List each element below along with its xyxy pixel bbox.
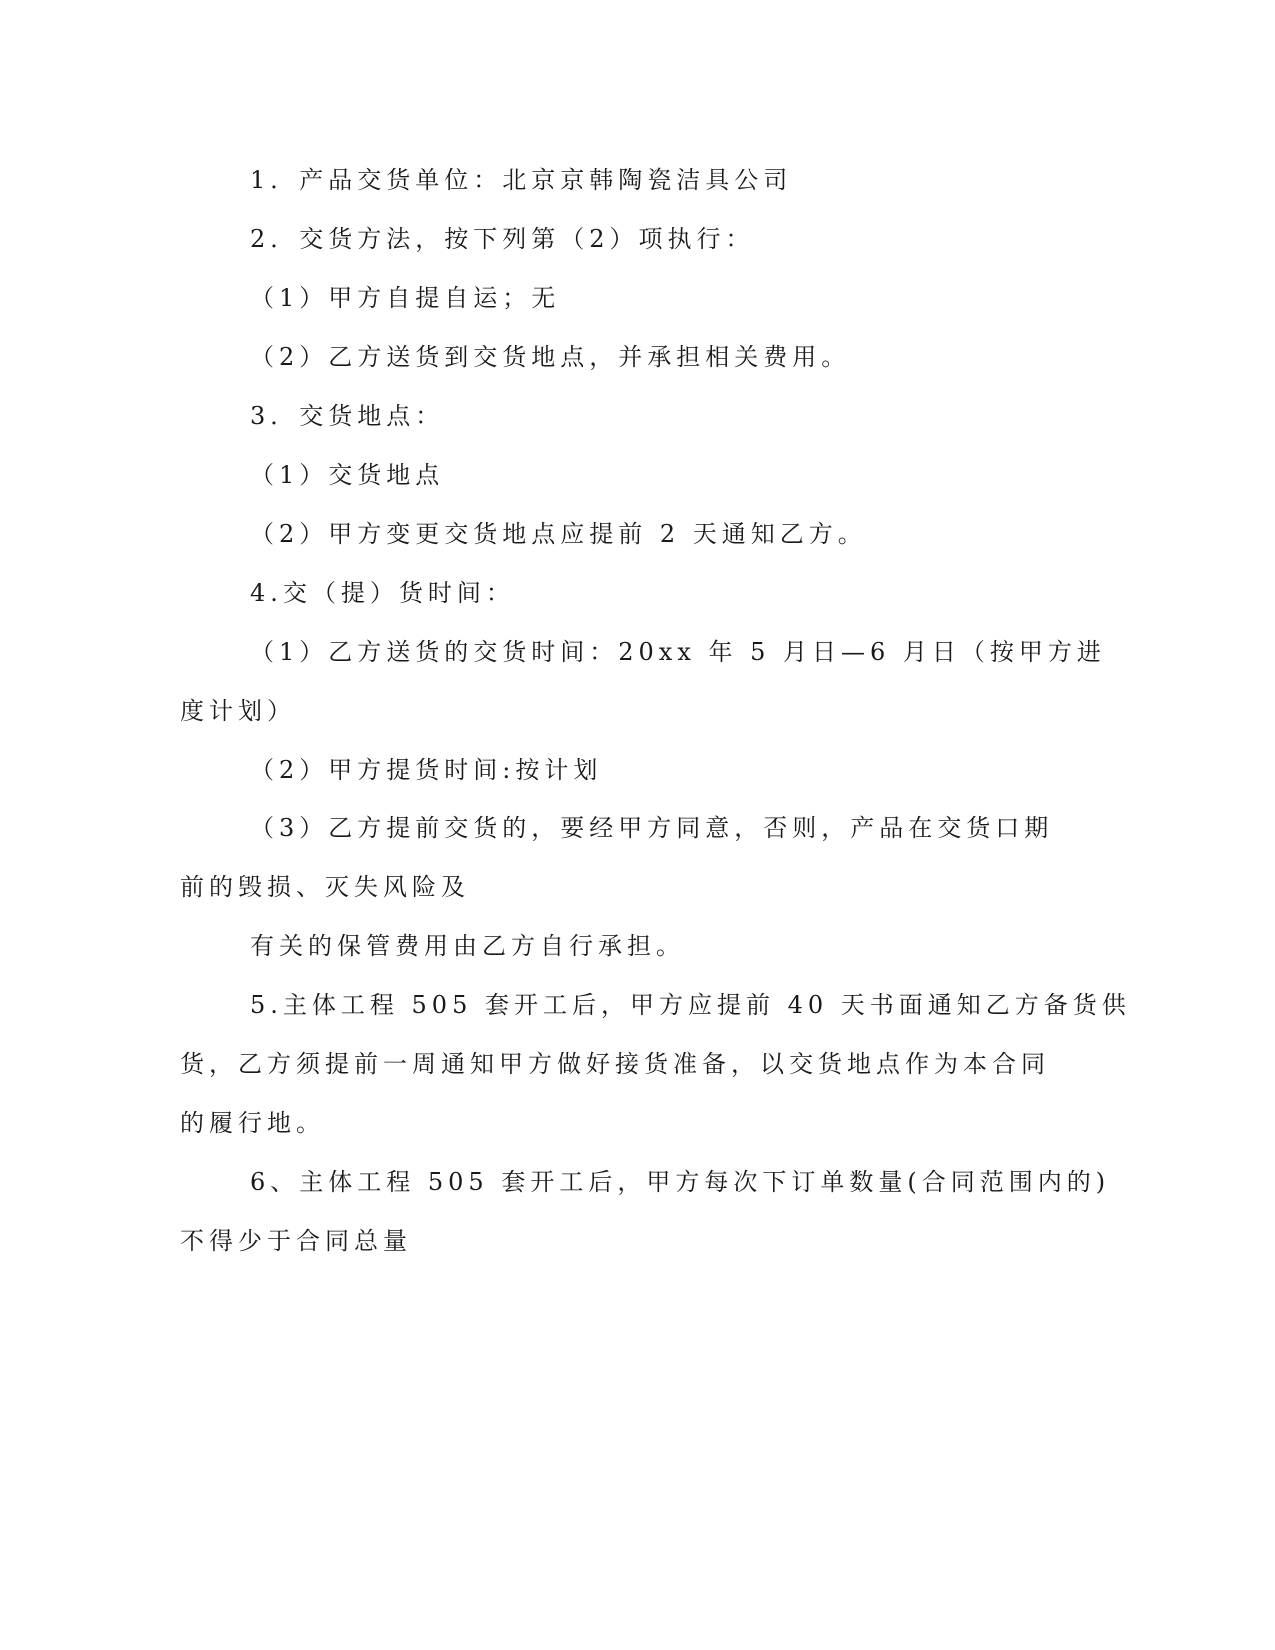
item-2-option-2: （2）乙方送货到交货地点，并承担相关费用。 — [250, 343, 851, 371]
item-4-sub-3-continued: 前的毁损、灭失风险及 — [180, 873, 470, 901]
item-6-paragraph: 6、主体工程 505 套开工后，甲方每次下订单数量(合同范围内的) — [250, 1168, 1111, 1196]
item-4-sub-3-tail: 有关的保管费用由乙方自行承担。 — [250, 932, 685, 960]
item-5-paragraph-line-3: 的履行地。 — [180, 1109, 325, 1137]
item-5-paragraph: 5.主体工程 505 套开工后，甲方应提前 40 天书面通知乙方备货供 — [250, 991, 1131, 1019]
item-3-sub-2: （2）甲方变更交货地点应提前 2 天通知乙方。 — [250, 520, 867, 548]
item-5-paragraph-line-2: 货，乙方须提前一周通知甲方做好接货准备，以交货地点作为本合同 — [180, 1050, 1050, 1078]
item-3-delivery-location: 3．交货地点： — [250, 402, 445, 430]
item-3-sub-1: （1）交货地点 — [250, 461, 445, 489]
item-6-paragraph-line-2: 不得少于合同总量 — [180, 1227, 412, 1255]
item-4-delivery-time: 4.交（提）货时间： — [250, 579, 515, 607]
item-2-delivery-method: 2．交货方法，按下列第（2）项执行： — [250, 225, 755, 253]
item-2-option-1: （1）甲方自提自运；无 — [250, 284, 561, 312]
item-4-sub-1-continued: 度计划） — [180, 697, 296, 725]
item-1-delivery-unit: 1．产品交货单位：北京京韩陶瓷洁具公司 — [250, 166, 793, 194]
item-4-sub-3: （3）乙方提前交货的，要经甲方同意，否则，产品在交货口期 — [250, 814, 1054, 842]
item-4-sub-1: （1）乙方送货的交货时间：20xx 年 5 月日—6 月日（按甲方进 — [250, 638, 1106, 666]
item-4-sub-2: （2）甲方提货时间:按计划 — [250, 756, 603, 784]
